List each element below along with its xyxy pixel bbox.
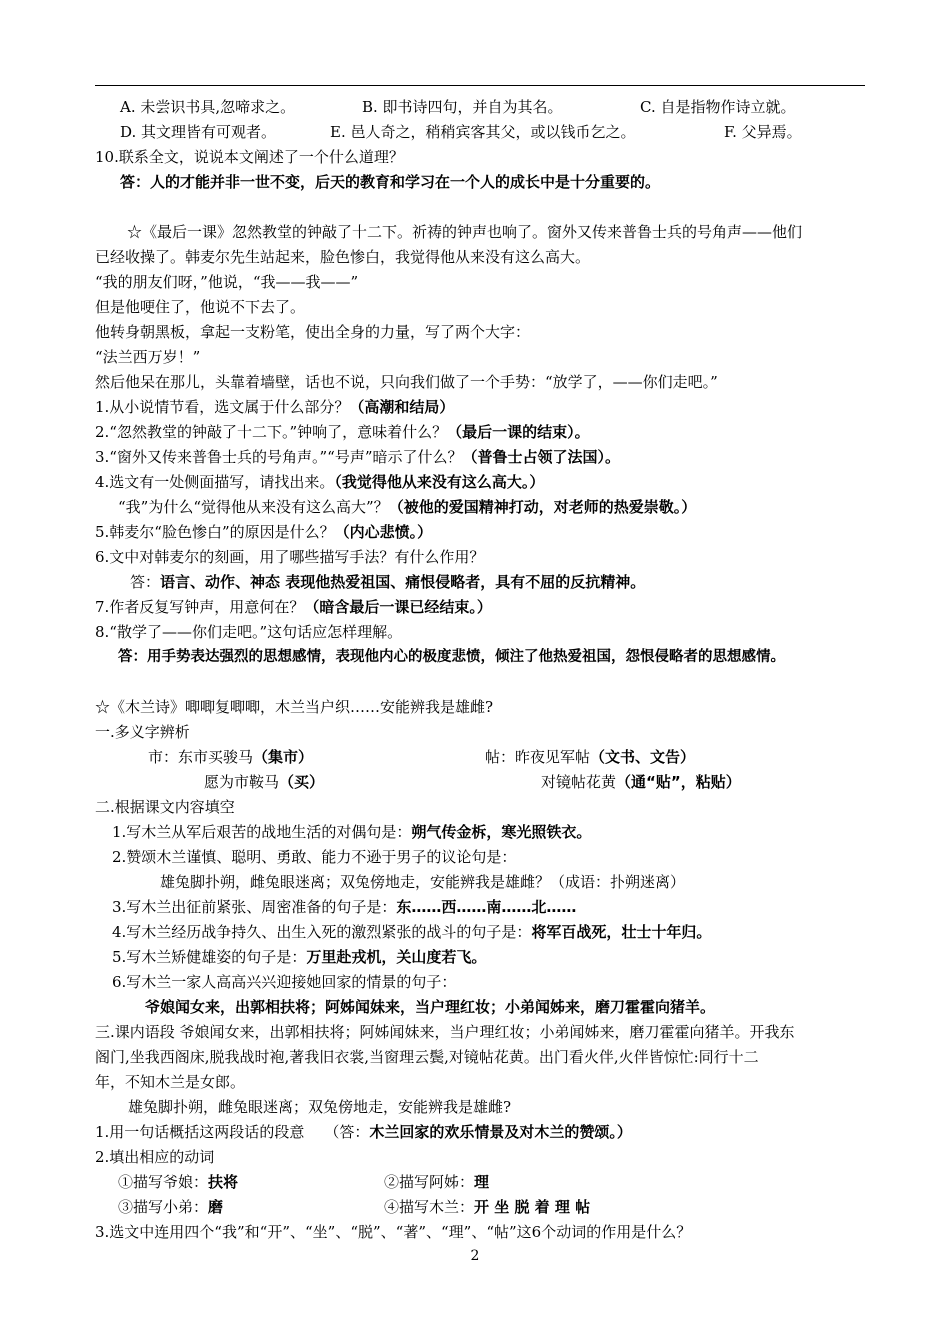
fill-1: 1.写木兰从军后艰苦的战地生活的对偶句是：朔气传金柝，寒光照铁衣。	[112, 823, 592, 841]
q10-answer: 答：人的才能并非一世不变，后天的教育和学习在一个人的成长中是十分重要的。	[120, 173, 661, 191]
option-b: B. 即书诗四句，并自为其名。	[362, 98, 563, 116]
verb-4: ④描写木兰：开 坐 脱 着 理 帖	[384, 1198, 591, 1216]
option-e: E. 邑人奇之，稍稍宾客其父，或以钱币乞之。	[330, 123, 636, 141]
section-heading: 二.根据课文内容填空	[95, 798, 235, 816]
passage-line: 然后他呆在那儿，头靠着墙壁，话也不说，只向我们做了一个手势：“放学了，——你们走吧。”	[95, 373, 718, 391]
option-d: D. 其文理皆有可观者。	[120, 123, 277, 141]
tie-1: 帖：昨夜见军帖（文书、文告）	[485, 748, 696, 766]
reading-q2: 2.填出相应的动词	[95, 1148, 215, 1166]
lesson-q6: 6.文中对韩麦尔的刻画，用了哪些描写手法？有什么作用？	[95, 548, 485, 566]
mulan-title: ☆《木兰诗》唧唧复唧唧，木兰当户织……安能辨我是雄雌?	[95, 698, 494, 716]
passage-line: ☆《最后一课》忽然教堂的钟敲了十二下。祈祷的钟声也响了。窗外又传来普鲁士兵的号角声——他们	[127, 223, 803, 241]
fill-2-answer: 雄兔脚扑朔，雌兔眼迷离；双兔傍地走，安能辨我是雄雌？（成语：扑朔迷离）	[160, 873, 686, 891]
reading-passage: 雄兔脚扑朔，雌兔眼迷离；双兔傍地走，安能辨我是雄雌?	[128, 1098, 512, 1116]
fill-5: 5.写木兰矫健雄姿的句子是：万里赴戎机，关山度若飞。	[112, 948, 487, 966]
lesson-a8: 答：用手势表达强烈的思想感情，表现他内心的极度悲愤，倾注了他热爱祖国，怨恨侵略者的思想感情。	[118, 649, 785, 665]
reading-passage: 三.课内语段 爷娘闻女来，出郭相扶将；阿姊闻妹来，当户理红妆；小弟闻姊来，磨刀霍霍向猪羊。开我东	[95, 1023, 795, 1041]
fill-6: 6.写木兰一家人高高兴兴迎接她回家的情景的句子：	[112, 973, 457, 991]
reading-passage: 年，不知木兰是女郎。	[95, 1073, 246, 1091]
lesson-q8: 8.“散学了——你们走吧。”这句话应怎样理解。	[95, 623, 403, 641]
fill-3: 3.写木兰出征前紧张、周密准备的句子是：东……西……南……北……	[112, 898, 577, 916]
lesson-q2: 2.“忽然教堂的钟敲了十二下。”钟响了，意味着什么？（最后一课的结束）。	[95, 423, 590, 441]
verb-2: ②描写阿姊：理	[384, 1173, 490, 1191]
fill-2: 2.赞颂木兰谨慎、聪明、勇敢、能力不逊于男子的议论句是：	[112, 848, 517, 866]
lesson-q3: 3.“窗外又传来普鲁士兵的号角声。”“号声”暗示了什么？（普鲁士占领了法国）。	[95, 448, 621, 466]
lesson-q4: 4.选文有一处侧面描写，请找出来。（我觉得他从来没有这么高大。）	[95, 473, 545, 491]
verb-3: ③描写小弟：磨	[118, 1198, 224, 1216]
passage-line: 已经收操了。韩麦尔先生站起来，脸色惨白，我觉得他从来没有这么高大。	[95, 248, 591, 266]
lesson-q4b: “我”为什么“觉得他从来没有这么高大”？（被他的爱国精神打动，对老师的热爱崇敬。）	[118, 498, 697, 516]
fill-4: 4.写木兰经历战争持久、出生入死的激烈紧张的战斗的句子是：将军百战死，壮士十年归。	[112, 923, 712, 941]
lesson-q7: 7.作者反复写钟声，用意何在？（暗含最后一课已经结束。）	[95, 598, 492, 616]
q10-question: 10.联系全文，说说本文阐述了一个什么道理？	[95, 148, 404, 166]
fill-6-answer: 爷娘闻女来，出郭相扶将；阿姊闻妹来，当户理红妆；小弟闻姊来，磨刀霍霍向猪羊。	[145, 998, 716, 1016]
reading-q1: 1.用一句话概括这两段话的段意 （答：木兰回家的欢乐情景及对木兰的赞颂。）	[95, 1123, 632, 1141]
shi-2: 愿为市鞍马（买）	[204, 773, 325, 791]
passage-line: “我的朋友们呀，”他说，“我——我——”	[95, 273, 359, 291]
shi-1: 市：东市买骏马（集市）	[148, 748, 314, 766]
reading-q3: 3.选文中连用四个“我”和“开”、“坐”、“脱”、“著”、“理”、“帖”这6个动词的作用是什么？	[95, 1223, 692, 1241]
option-c: C. 自是指物作诗立就。	[640, 98, 796, 116]
option-a: A. 未尝识书具,忽啼求之。	[120, 98, 296, 116]
section-heading: 一.多义字辨析	[95, 723, 190, 741]
reading-passage: 阁门,坐我西阁床,脱我战时袍,著我旧衣裳,当窗理云鬓,对镜帖花黄。出门看火伴,火伴皆惊忙:同行十二	[95, 1048, 759, 1066]
verb-1: ①描写爷娘：扶将	[118, 1173, 239, 1191]
passage-line: 但是他哽住了，他说不下去了。	[95, 298, 306, 316]
tie-2: 对镜帖花黄（通“贴”，粘贴）	[541, 773, 741, 791]
lesson-q1: 1.从小说情节看，选文属于什么部分？（高潮和结局）	[95, 398, 455, 416]
header-rule	[95, 85, 865, 86]
option-f: F. 父异焉。	[724, 123, 802, 141]
passage-line: 他转身朝黑板，拿起一支粉笔，使出全身的力量，写了两个大字：	[95, 323, 531, 341]
page-number: 2	[470, 1248, 480, 1264]
lesson-a6: 答：语言、动作、神态 表现他热爱祖国、痛恨侵略者，具有不屈的反抗精神。	[130, 573, 646, 591]
passage-line: “法兰西万岁！”	[95, 348, 201, 366]
lesson-q5: 5.韩麦尔“脸色惨白”的原因是什么？（内心悲愤。）	[95, 523, 433, 541]
